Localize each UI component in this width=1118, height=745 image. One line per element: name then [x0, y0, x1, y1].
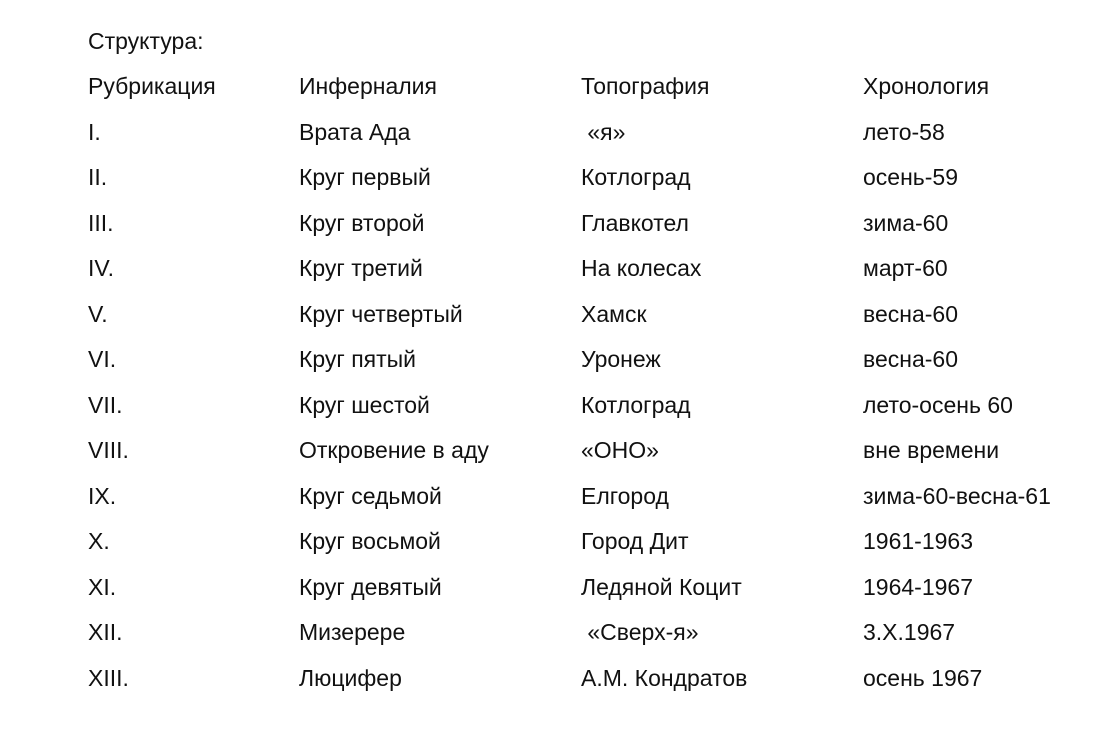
row-number: IX. — [88, 482, 117, 509]
row-chronology: зима-60 — [863, 209, 949, 236]
table-row — [88, 573, 1098, 619]
column-header-chronology: Хронология — [863, 73, 990, 99]
structure-table — [88, 72, 1098, 709]
row-number: IV. — [88, 255, 115, 281]
row-number: VI. — [88, 346, 117, 372]
row-number: VII. — [88, 391, 123, 418]
table-row — [88, 618, 1098, 664]
row-chronology: 1964-1967 — [863, 573, 973, 600]
table-row — [88, 118, 1098, 164]
row-topography: Котлоград — [581, 391, 691, 418]
table-row — [88, 163, 1098, 209]
row-topography: Главкотел — [581, 209, 689, 236]
row-infernalia: Круг первый — [299, 164, 431, 190]
table-row — [88, 436, 1098, 482]
row-infernalia: Круг восьмой — [299, 528, 441, 554]
table-row — [88, 527, 1098, 573]
row-infernalia: Люцифер — [299, 664, 402, 691]
column-header-topography: Топография — [581, 73, 710, 99]
row-chronology: вне времени — [863, 437, 1000, 463]
row-infernalia: Круг пятый — [299, 346, 417, 372]
row-infernalia: Откровение в аду — [299, 437, 489, 463]
row-infernalia: Врата Ада — [299, 118, 411, 145]
row-topography: Ледяной Коцит — [581, 573, 742, 600]
table-row — [88, 391, 1098, 437]
row-topography: А.М. Кондратов — [581, 664, 748, 691]
row-chronology: лето-осень 60 — [863, 391, 1013, 418]
row-number: III. — [88, 209, 114, 236]
row-topography: Хамск — [581, 300, 647, 327]
row-number: X. — [88, 528, 110, 554]
table-row — [88, 209, 1098, 255]
row-chronology: весна-60 — [863, 300, 958, 327]
row-chronology: 1961-1963 — [863, 528, 973, 554]
row-number: V. — [88, 300, 108, 327]
row-topography: «ОНО» — [581, 437, 659, 463]
row-infernalia: Круг седьмой — [299, 482, 442, 509]
table-row — [88, 300, 1098, 346]
row-topography: Котлоград — [581, 164, 691, 190]
row-number: XIII. — [88, 664, 129, 691]
table-row — [88, 482, 1098, 528]
row-chronology: весна-60 — [863, 346, 958, 372]
row-infernalia: Мизерере — [299, 619, 406, 645]
row-chronology: зима-60-весна-61 — [863, 482, 1051, 509]
column-header-rubrication: Рубрикация — [88, 73, 216, 99]
row-number: XI. — [88, 573, 117, 600]
row-infernalia: Круг девятый — [299, 573, 442, 600]
row-chronology: осень 1967 — [863, 664, 983, 691]
row-topography: «я» — [581, 118, 626, 145]
row-number: XII. — [88, 619, 123, 645]
table-row — [88, 345, 1098, 391]
row-infernalia: Круг второй — [299, 209, 425, 236]
table-row — [88, 664, 1098, 710]
row-infernalia: Круг третий — [299, 255, 423, 281]
row-topography: Уронеж — [581, 346, 661, 372]
row-infernalia: Круг четвертый — [299, 300, 463, 327]
column-header-infernalia: Инферналия — [299, 73, 437, 99]
row-number: I. — [88, 118, 101, 145]
row-chronology: март-60 — [863, 255, 948, 281]
row-chronology: лето-58 — [863, 118, 945, 145]
row-topography: Город Дит — [581, 528, 689, 554]
row-chronology: осень-59 — [863, 164, 959, 190]
row-number: II. — [88, 164, 108, 190]
row-topography: Елгород — [581, 482, 669, 509]
row-infernalia: Круг шестой — [299, 391, 430, 418]
table-row — [88, 254, 1098, 300]
document-heading: Структура: — [88, 28, 204, 54]
row-topography: На колесах — [581, 255, 702, 281]
table-header-row — [88, 72, 1098, 118]
row-topography: «Сверх-я» — [581, 619, 699, 645]
row-chronology: 3.X.1967 — [863, 619, 956, 645]
row-number: VIII. — [88, 437, 129, 463]
